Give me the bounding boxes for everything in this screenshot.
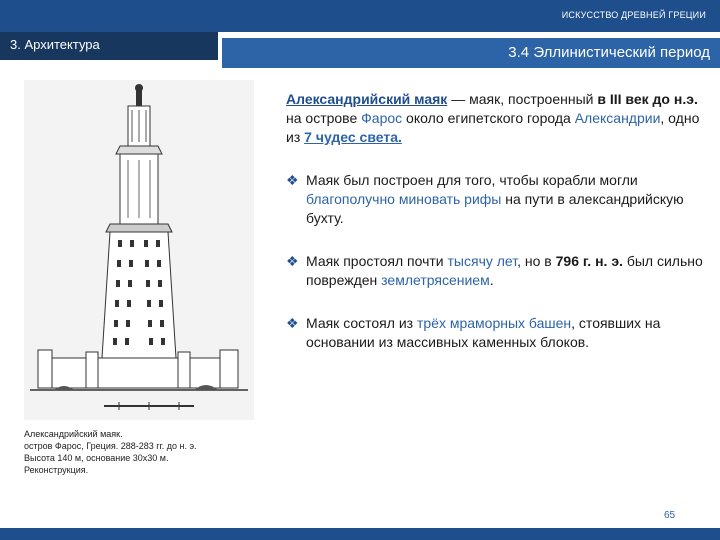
bullet-highlight: трёх мраморных башен bbox=[416, 315, 572, 331]
bullet-highlight: благополучно миновать рифы bbox=[306, 191, 502, 207]
slide-content bbox=[286, 90, 706, 376]
intro-text: , одно из bbox=[286, 110, 700, 145]
bullet-structure bbox=[286, 314, 706, 352]
bullet-text: был сильно поврежден bbox=[306, 253, 703, 288]
diamond-bullet-icon: ❖ bbox=[286, 253, 299, 269]
bullet-text: , стоявших на основании из массивных каменных блоков. bbox=[306, 315, 661, 350]
bullet-purpose bbox=[286, 171, 706, 228]
caption-line: Реконструкция. bbox=[24, 465, 89, 475]
intro-island: Фарос bbox=[361, 110, 403, 126]
illustration-caption bbox=[24, 428, 264, 476]
lighthouse-drawing-icon bbox=[24, 80, 254, 420]
diamond-bullet-icon: ❖ bbox=[286, 315, 299, 331]
intro-text: — маяк, построенный bbox=[447, 91, 598, 107]
bullet-year: 796 г. н. э. bbox=[555, 253, 623, 269]
intro-text: на острове bbox=[286, 110, 362, 126]
bullet-highlight: землетрясением bbox=[381, 272, 490, 288]
wonders-link[interactable]: 7 чудес света. bbox=[304, 129, 402, 145]
caption-line: Александрийский маяк. bbox=[24, 429, 123, 439]
page-number: 65 bbox=[664, 510, 676, 521]
subsection-header bbox=[222, 38, 720, 68]
bullet-highlight: тысячу лет bbox=[447, 253, 518, 269]
subsection-title: 3.4 Эллинистический период bbox=[508, 44, 710, 61]
bottom-bar bbox=[0, 528, 720, 540]
bullet-text: на пути в александрийскую бухту. bbox=[306, 191, 684, 226]
intro-paragraph bbox=[286, 90, 706, 147]
diamond-bullet-icon: ❖ bbox=[286, 172, 299, 188]
caption-line: остров Фарос, Греция. 288-283 гг. до н. э. bbox=[24, 441, 197, 451]
bullet-text: Маяк состоял из bbox=[306, 315, 417, 331]
bullet-text: , но в bbox=[517, 253, 556, 269]
intro-text: около египетского города bbox=[402, 110, 575, 126]
course-title: ИСКУССТВО ДРЕВНЕЙ ГРЕЦИИ bbox=[561, 10, 706, 20]
bullet-text: Маяк был построен для того, чтобы корабли могли bbox=[306, 172, 638, 188]
intro-century: в III век до н.э. bbox=[597, 91, 698, 107]
bullet-history bbox=[286, 252, 706, 290]
section-title: 3. Архитектура bbox=[10, 37, 100, 52]
top-header-bar bbox=[0, 0, 720, 32]
section-header bbox=[0, 32, 218, 60]
bullet-text: . bbox=[489, 272, 494, 288]
bullet-text: Маяк простоял почти bbox=[306, 253, 448, 269]
lighthouse-title-link[interactable]: Александрийский маяк bbox=[286, 91, 448, 107]
intro-city: Александрии bbox=[574, 110, 661, 126]
caption-line: Высота 140 м, основание 30х30 м. bbox=[24, 453, 169, 463]
